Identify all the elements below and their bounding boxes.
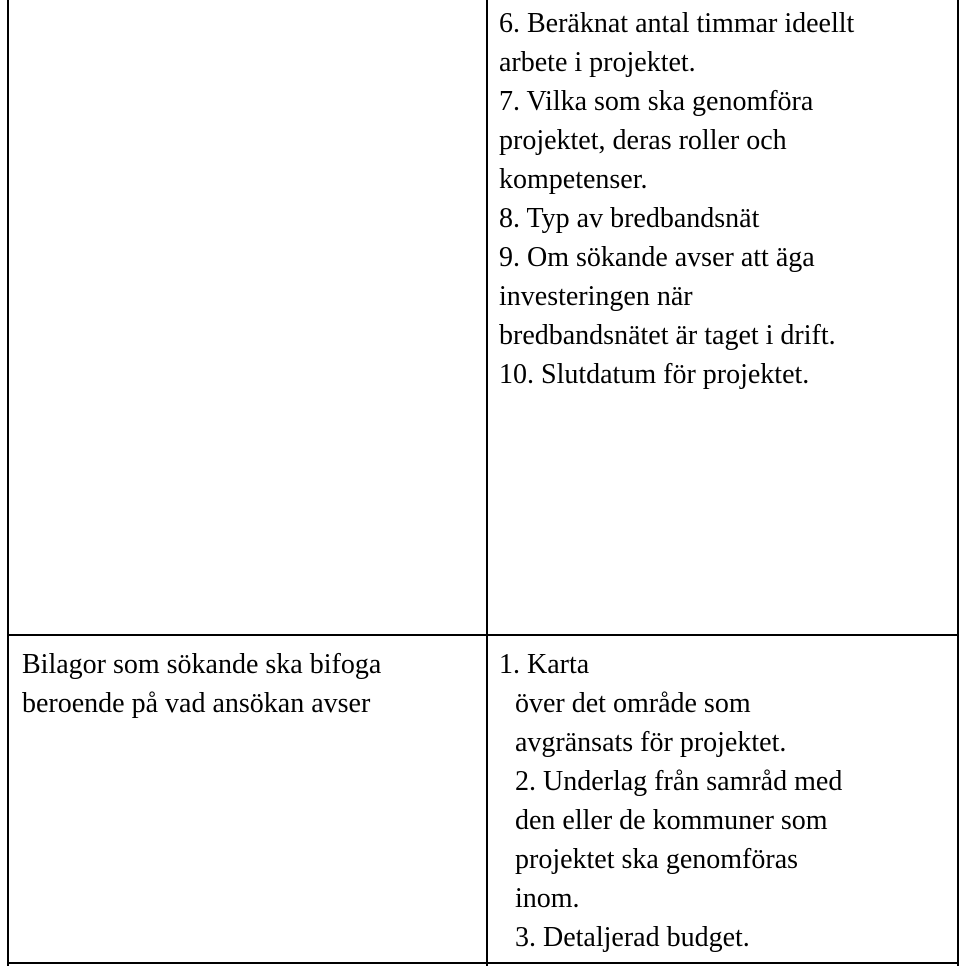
cell-line: 3. Detaljerad budget. bbox=[515, 922, 750, 953]
cell-line: 7. Vilka som ska genomföra bbox=[499, 86, 814, 117]
table-left-border bbox=[7, 0, 9, 966]
table-middle-border-top bbox=[486, 0, 488, 636]
cell-line: projektet ska genomföras bbox=[515, 844, 799, 875]
table-right-border-top bbox=[957, 0, 959, 636]
cell-line: över det område som bbox=[515, 688, 751, 719]
cell-line: inom. bbox=[515, 883, 580, 914]
cell-line: 6. Beräknat antal timmar ideellt bbox=[499, 8, 855, 39]
cell-line: beroende på vad ansökan avser bbox=[22, 688, 371, 719]
cell-line: arbete i projektet. bbox=[499, 47, 696, 78]
table-row-divider bbox=[7, 634, 959, 636]
table-right-border-bottom bbox=[957, 636, 959, 966]
cell-line: investeringen när bbox=[499, 281, 693, 312]
cell-line: 8. Typ av bredbandsnät bbox=[499, 203, 760, 234]
cell-line: kompetenser. bbox=[499, 164, 648, 195]
table-middle-border-bottom bbox=[486, 636, 488, 966]
cell-line: Bilagor som sökande ska bifoga bbox=[22, 649, 382, 680]
upper-right-cell bbox=[499, 4, 854, 394]
cell-line: 2. Underlag från samråd med bbox=[515, 766, 843, 797]
cell-line: bredbandsnätet är taget i drift. bbox=[499, 320, 836, 351]
cell-line: projektet, deras roller och bbox=[499, 125, 787, 156]
cell-line: 10. Slutdatum för projektet. bbox=[499, 359, 810, 390]
lower-right-cell bbox=[499, 645, 842, 957]
cell-line: 1. Karta bbox=[499, 649, 590, 680]
cell-line: avgränsats för projektet. bbox=[515, 727, 787, 758]
cell-line: den eller de kommuner som bbox=[515, 805, 828, 836]
cell-line: 9. Om sökande avser att äga bbox=[499, 242, 815, 273]
table-bottom-border bbox=[7, 962, 959, 964]
lower-left-cell bbox=[22, 645, 381, 723]
